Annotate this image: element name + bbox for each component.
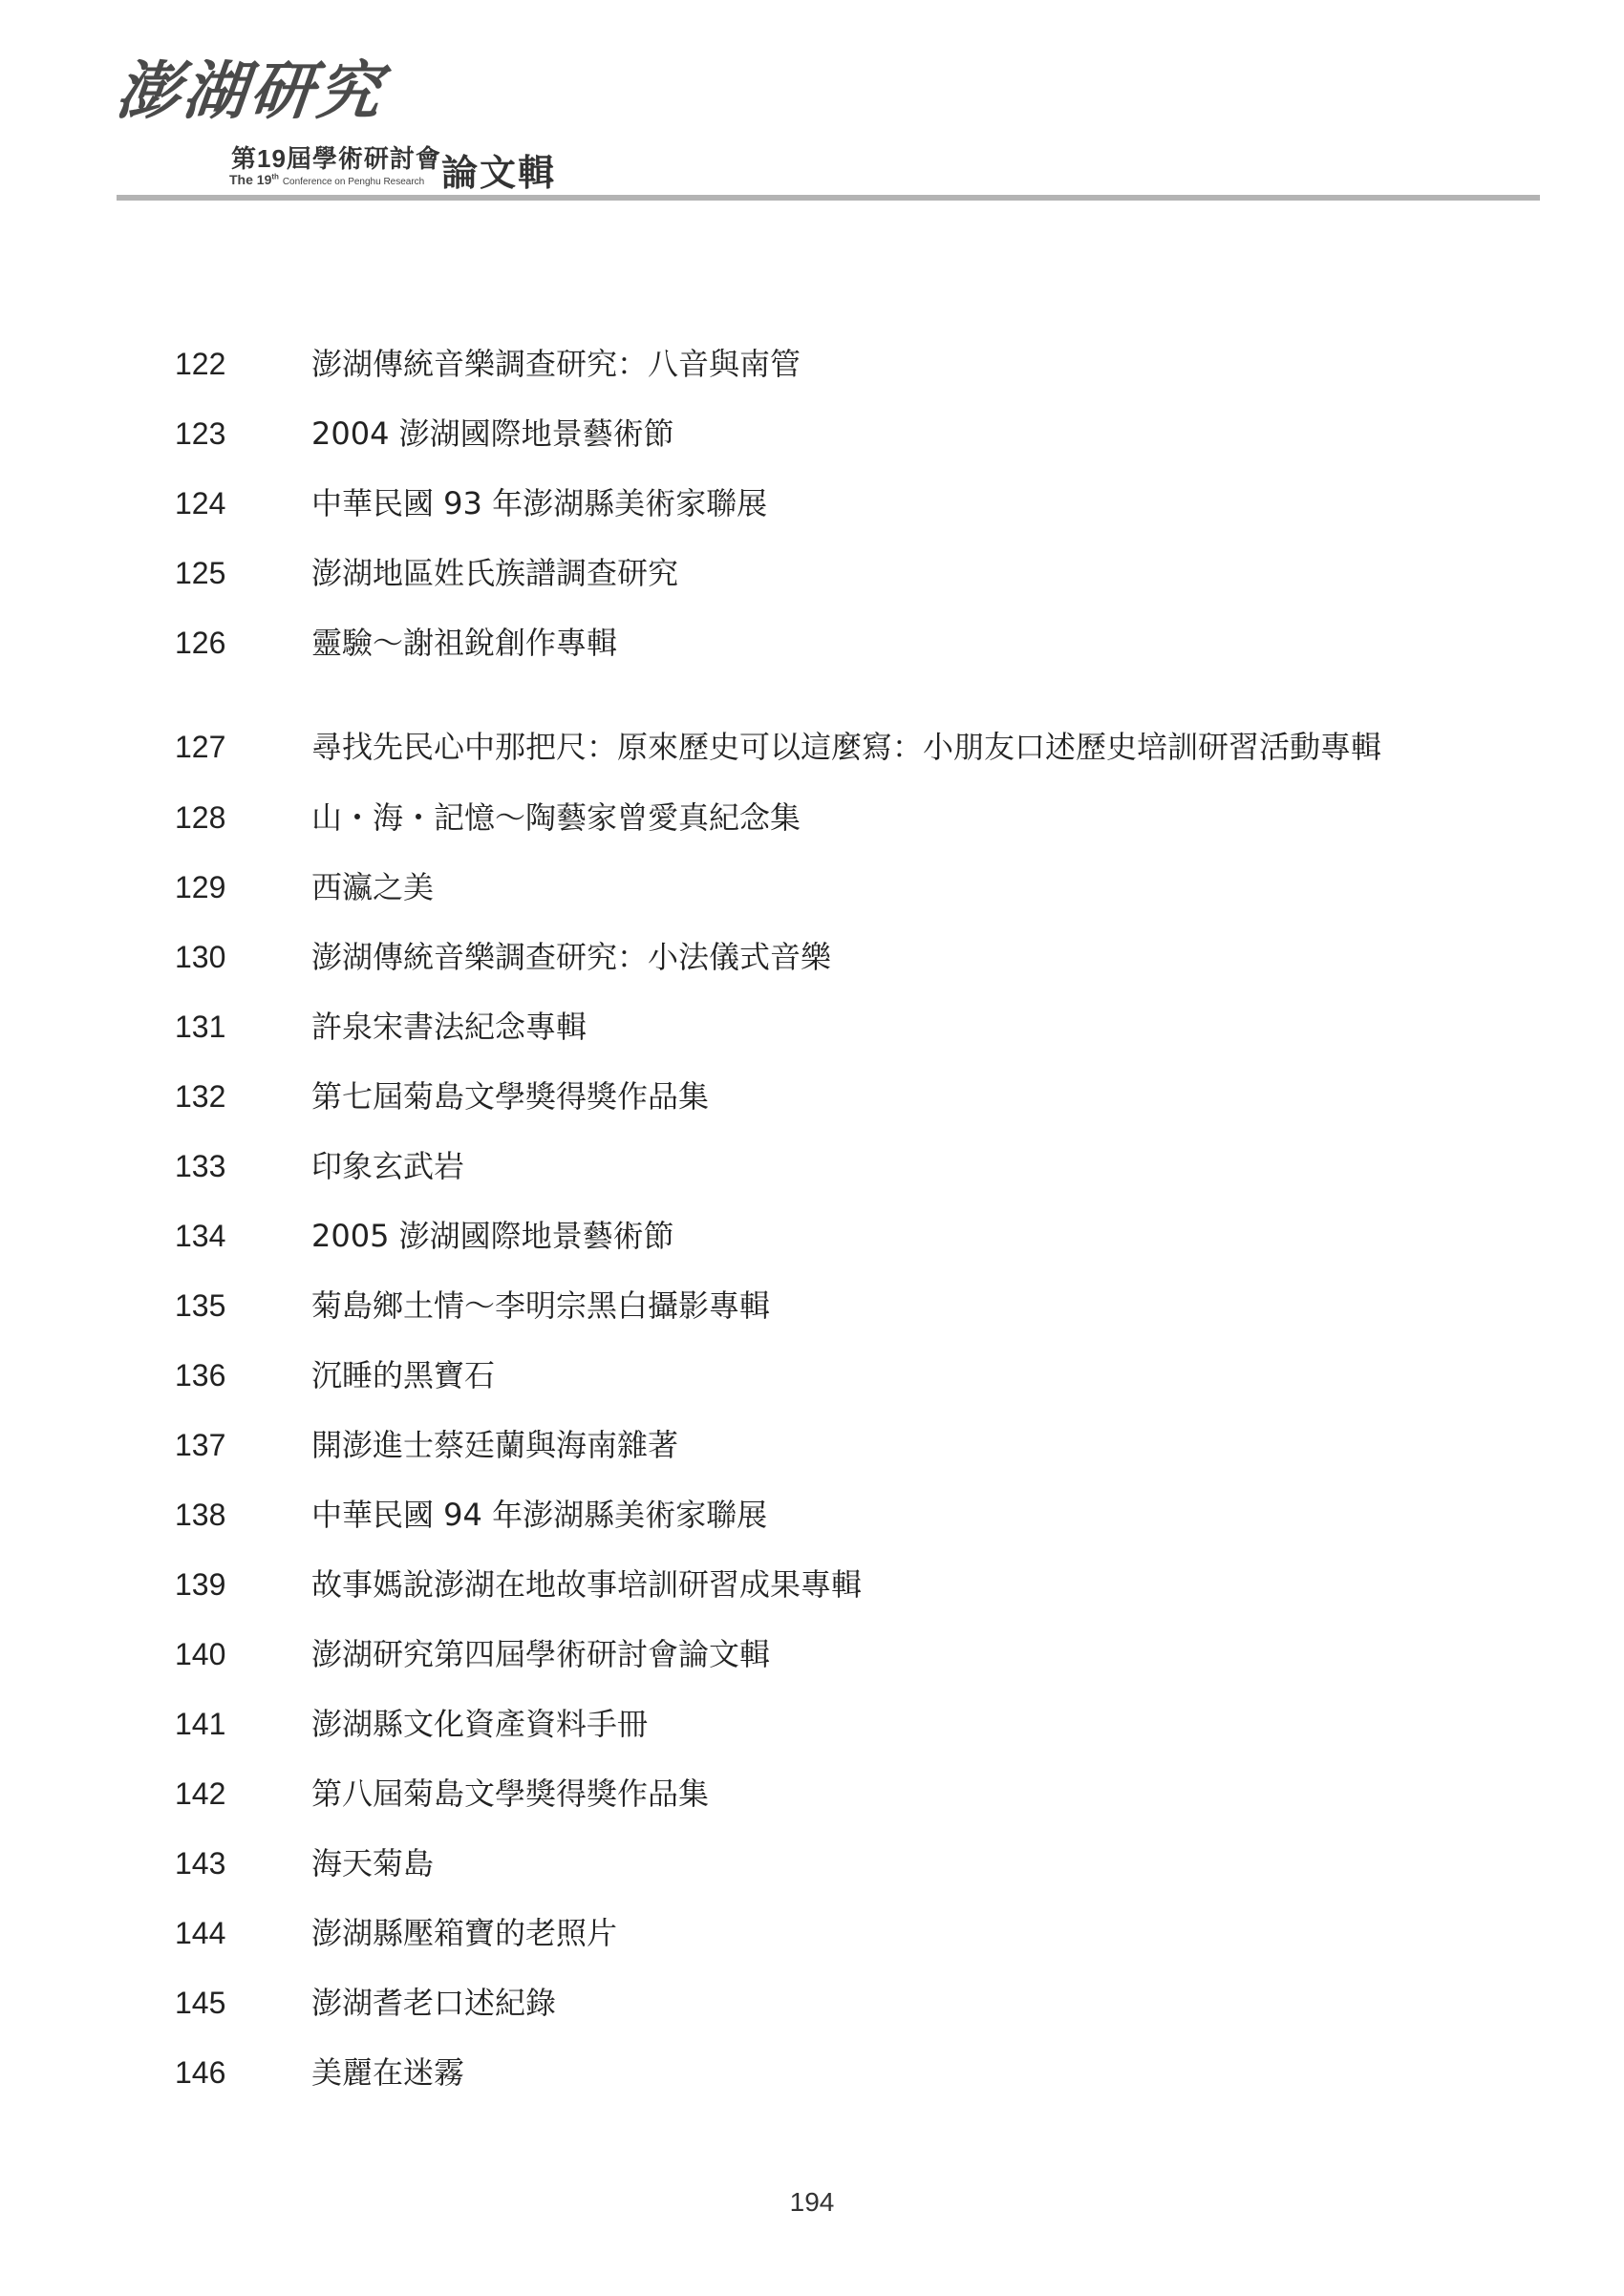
item-number: 141: [175, 1707, 226, 1741]
item-number: 143: [175, 1846, 226, 1881]
item-title: 西瀛之美: [311, 869, 435, 905]
list-item: [175, 1009, 1455, 1078]
item-title: 開澎進士蔡廷蘭與海南雜著: [311, 1427, 679, 1463]
list-item: [175, 2054, 1455, 2124]
item-title: 靈驗～謝祖銳創作專輯: [311, 625, 618, 661]
item-title: 澎湖研究第四屆學術研討會論文輯: [311, 1636, 771, 1672]
item-number: 136: [175, 1358, 226, 1392]
page-number: 194: [789, 2187, 835, 2217]
item-number: 138: [175, 1498, 226, 1532]
list-item: [175, 415, 1455, 485]
item-title: 2004 澎湖國際地景藝術節: [311, 415, 674, 452]
conference-title-zh: 第19屆學術研討會: [231, 144, 441, 173]
list-item: [175, 1218, 1455, 1287]
proceedings-label: 論文輯: [441, 152, 557, 194]
item-title: 第七屆菊島文學獎得獎作品集: [311, 1078, 710, 1115]
publication-list: [175, 346, 1455, 2124]
list-item: [175, 1427, 1455, 1497]
item-number: 122: [175, 347, 226, 381]
list-item: [175, 1287, 1455, 1357]
list-item: [175, 799, 1455, 869]
item-title: 2005 澎湖國際地景藝術節: [311, 1218, 674, 1254]
item-number: 135: [175, 1288, 226, 1323]
item-number: 128: [175, 800, 226, 835]
item-title: 沉睡的黑寶石: [311, 1357, 496, 1393]
journal-logo-title: 澎湖研究: [112, 53, 389, 128]
item-title: 澎湖傳統音樂調查研究：八音與南管: [311, 346, 801, 382]
item-number: 133: [175, 1149, 226, 1183]
list-item: [175, 694, 1455, 799]
list-item: [175, 1148, 1455, 1218]
list-item: [175, 1985, 1455, 2054]
list-item: [175, 1497, 1455, 1566]
list-item: [175, 555, 1455, 625]
list-item: [175, 346, 1455, 415]
item-title: 尋找先民心中那把尺：原來歷史可以這麼寫：小朋友口述歷史培訓研習活動專輯: [311, 729, 1382, 765]
item-number: 146: [175, 2055, 226, 2090]
item-number: 140: [175, 1637, 226, 1671]
item-title: 中華民國 94 年澎湖縣美術家聯展: [311, 1497, 768, 1533]
list-item: [175, 1636, 1455, 1706]
item-title: 澎湖傳統音樂調查研究：小法儀式音樂: [311, 939, 832, 975]
page-header: [112, 53, 1540, 204]
list-item: [175, 869, 1455, 939]
list-item: [175, 939, 1455, 1009]
item-number: 132: [175, 1079, 226, 1114]
item-title: 山・海・記憶～陶藝家曾愛真紀念集: [311, 799, 801, 836]
item-title: 澎湖縣文化資產資料手冊: [311, 1706, 649, 1742]
conference-title-en: [229, 172, 424, 187]
item-number: 144: [175, 1916, 226, 1950]
conference-en-prefix: The 19: [229, 172, 272, 187]
header-divider: [117, 195, 1540, 201]
item-title: 美麗在迷霧: [311, 2054, 465, 2091]
item-number: 145: [175, 1986, 226, 2020]
conference-en-ordinal: th: [271, 172, 279, 181]
list-item: [175, 485, 1455, 555]
item-title: 菊島鄉土情～李明宗黑白攝影專輯: [311, 1287, 771, 1324]
list-item: [175, 625, 1455, 694]
list-item: [175, 1706, 1455, 1775]
item-number: 124: [175, 486, 226, 521]
item-title: 澎湖耆老口述紀錄: [311, 1985, 557, 2021]
item-number: 137: [175, 1428, 226, 1462]
item-number: 134: [175, 1219, 226, 1253]
item-number: 127: [175, 730, 226, 764]
item-number: 126: [175, 626, 226, 660]
item-title: 中華民國 93 年澎湖縣美術家聯展: [311, 485, 768, 521]
list-item: [175, 1566, 1455, 1636]
list-item: [175, 1357, 1455, 1427]
item-title: 許泉宋書法紀念專輯: [311, 1009, 588, 1045]
item-title: 澎湖地區姓氏族譜調查研究: [311, 555, 679, 591]
list-item: [175, 1845, 1455, 1915]
conference-en-suffix: Conference on Penghu Research: [282, 177, 425, 187]
item-number: 123: [175, 416, 226, 451]
item-number: 129: [175, 870, 226, 904]
item-number: 139: [175, 1567, 226, 1602]
list-item: [175, 1078, 1455, 1148]
item-number: 125: [175, 556, 226, 590]
item-number: 142: [175, 1776, 226, 1811]
item-title: 故事媽說澎湖在地故事培訓研習成果專輯: [311, 1566, 863, 1603]
item-title: 澎湖縣壓箱寶的老照片: [311, 1915, 618, 1951]
item-title: 第八屆菊島文學獎得獎作品集: [311, 1775, 710, 1812]
item-number: 130: [175, 940, 226, 974]
item-title: 海天菊島: [311, 1845, 435, 1881]
item-number: 131: [175, 1010, 226, 1044]
item-title: 印象玄武岩: [311, 1148, 465, 1184]
list-item: [175, 1915, 1455, 1985]
list-item: [175, 1775, 1455, 1845]
